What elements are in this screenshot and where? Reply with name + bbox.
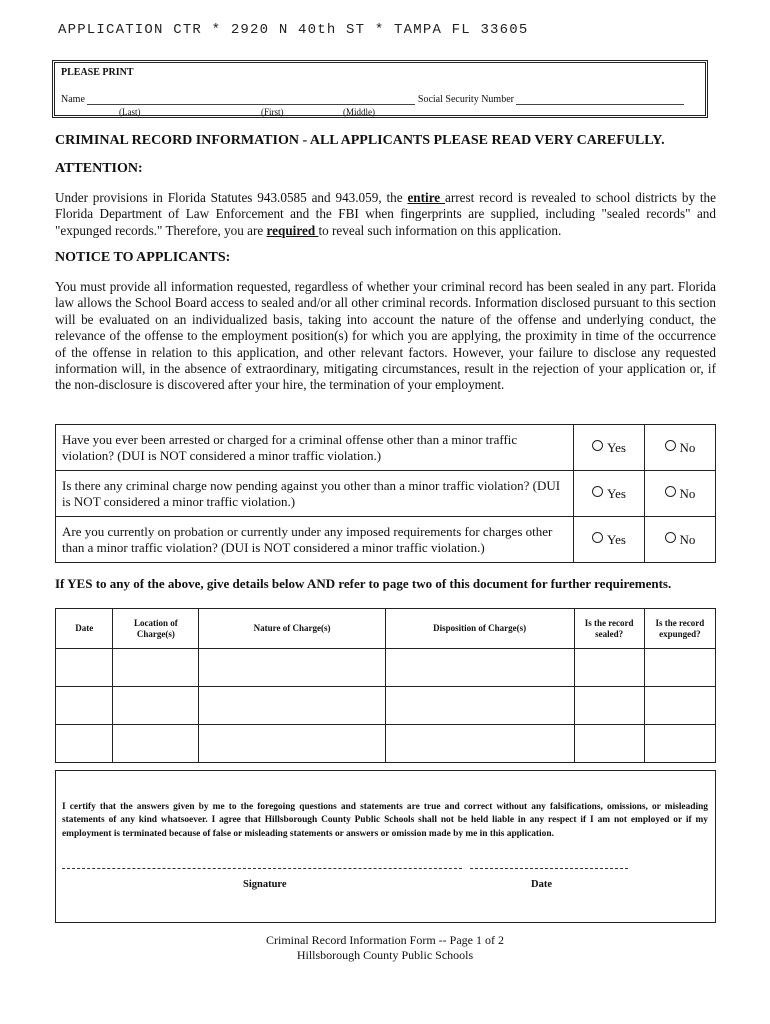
question-text: Is there any criminal charge now pending against you other than a minor traffic violation? (DUI is NOT considered a minor traffic violation.) — [56, 471, 574, 517]
expunged-cell[interactable] — [644, 649, 715, 687]
last-name-caption: (Last) — [119, 107, 141, 117]
radio-yes[interactable] — [592, 440, 603, 451]
attention-paragraph: Under provisions in Florida Statutes 943.0585 and 943.059, the entire arrest record is revealed to school districts by the Florida Department of Law Enforcement and the FBI when fingerprints are supplied, including "sealed records" and "expunged records." Therefore, you are required to reveal such information on this application. — [55, 190, 717, 238]
location-cell[interactable] — [113, 649, 199, 687]
certification-text: I certify that the answers given by me to the foregoing questions and statements are true and correct without any falsifications, omissions, or misleading statements of any kind whatsoever. I agree that Hillsborough County Public Schools shall not be held liable in any respect if I am not employed or if my employment is terminated because of false or misleading statements or answers or omission made by me in this application. — [62, 802, 708, 839]
ssn-field[interactable] — [516, 95, 684, 105]
expunged-cell[interactable] — [644, 687, 715, 725]
table-row — [56, 725, 716, 763]
header-address: APPLICATION CTR * 2920 N 40th ST * TAMPA FL 33605 — [58, 22, 529, 38]
notice-heading: NOTICE TO APPLICANTS: — [55, 250, 231, 265]
certification-box — [55, 770, 716, 923]
date-cell[interactable] — [56, 687, 113, 725]
location-cell[interactable] — [113, 725, 199, 763]
yes-option[interactable]: Yes — [574, 517, 645, 563]
name-label: Name — [61, 94, 85, 105]
nature-cell[interactable] — [199, 725, 385, 763]
expunged-cell[interactable] — [644, 725, 715, 763]
date-line[interactable] — [470, 868, 628, 869]
question-text: Have you ever been arrested or charged for a criminal offense other than a minor traffic violation? (DUI is NOT considered a minor traffic violation.) — [56, 425, 574, 471]
date-label: Date — [531, 879, 552, 890]
col-location: Location of Charge(s) — [113, 609, 199, 649]
attention-heading: ATTENTION: — [55, 161, 143, 176]
question-row — [56, 471, 716, 517]
col-expunged: Is the record expunged? — [644, 609, 715, 649]
please-print-label: PLEASE PRINT — [61, 67, 134, 78]
question-row — [56, 425, 716, 471]
date-cell[interactable] — [56, 725, 113, 763]
charge-details-table — [55, 608, 716, 763]
radio-yes[interactable] — [592, 532, 603, 543]
questions-table — [55, 424, 716, 563]
col-nature: Nature of Charge(s) — [199, 609, 385, 649]
radio-no[interactable] — [665, 440, 676, 451]
location-cell[interactable] — [113, 687, 199, 725]
question-text: Are you currently on probation or currently under any imposed requirements for charges other than a minor traffic violation? (DUI is NOT considered a minor traffic violation.) — [56, 517, 574, 563]
disposition-cell[interactable] — [385, 725, 574, 763]
col-disposition: Disposition of Charge(s) — [385, 609, 574, 649]
table-row — [56, 687, 716, 725]
nature-cell[interactable] — [199, 687, 385, 725]
signature-label: Signature — [243, 879, 287, 890]
radio-no[interactable] — [665, 532, 676, 543]
nature-cell[interactable] — [199, 649, 385, 687]
sealed-cell[interactable] — [574, 687, 644, 725]
col-date: Date — [56, 609, 113, 649]
name-field[interactable] — [87, 95, 415, 105]
disposition-cell[interactable] — [385, 649, 574, 687]
no-option[interactable]: No — [645, 471, 716, 517]
page-title: CRIMINAL RECORD INFORMATION - ALL APPLICANTS PLEASE READ VERY CAREFULLY. — [55, 133, 665, 148]
notice-paragraph: You must provide all information requested, regardless of whether your criminal record has been sealed in any part. Florida law allows the School Board access to sealed and/or all other criminal records. Information disclosed pursuant to this section will be evaluated on an individualized basis, taking into account the nature of the offense and underlying conduct, the relevance of the offense to the employment position(s) for which you are applying, the proximity in time of the occurrence of the offense in relation to this application, and other relevant factors. However, your failure to disclose any requested information will, in the absence of extraordinary, mitigating circumstances, result in the rejection of your application or, if the non-disclosure is discovered after your hire, the termination of your employment. — [55, 279, 716, 393]
disposition-cell[interactable] — [385, 687, 574, 725]
no-option[interactable]: No — [645, 425, 716, 471]
first-name-caption: (First) — [261, 107, 284, 117]
col-sealed: Is the record sealed? — [574, 609, 644, 649]
footer-form-title: Criminal Record Information Form -- Page 1 of 2 — [266, 933, 504, 947]
sealed-cell[interactable] — [574, 649, 644, 687]
question-row — [56, 517, 716, 563]
if-yes-instruction: If YES to any of the above, give details below AND refer to page two of this document for further requirements. — [55, 576, 672, 591]
date-cell[interactable] — [56, 649, 113, 687]
radio-yes[interactable] — [592, 486, 603, 497]
name-line — [61, 94, 684, 105]
please-print-box — [52, 60, 708, 118]
table-row — [56, 649, 716, 687]
details-header-row — [56, 609, 716, 649]
ssn-label: Social Security Number — [417, 94, 514, 105]
radio-no[interactable] — [665, 486, 676, 497]
yes-option[interactable]: Yes — [574, 425, 645, 471]
no-option[interactable]: No — [645, 517, 716, 563]
footer-organization: Hillsborough County Public Schools — [296, 948, 474, 962]
middle-name-caption: (Middle) — [343, 107, 375, 117]
signature-line[interactable] — [62, 868, 462, 869]
yes-option[interactable]: Yes — [574, 471, 645, 517]
sealed-cell[interactable] — [574, 725, 644, 763]
